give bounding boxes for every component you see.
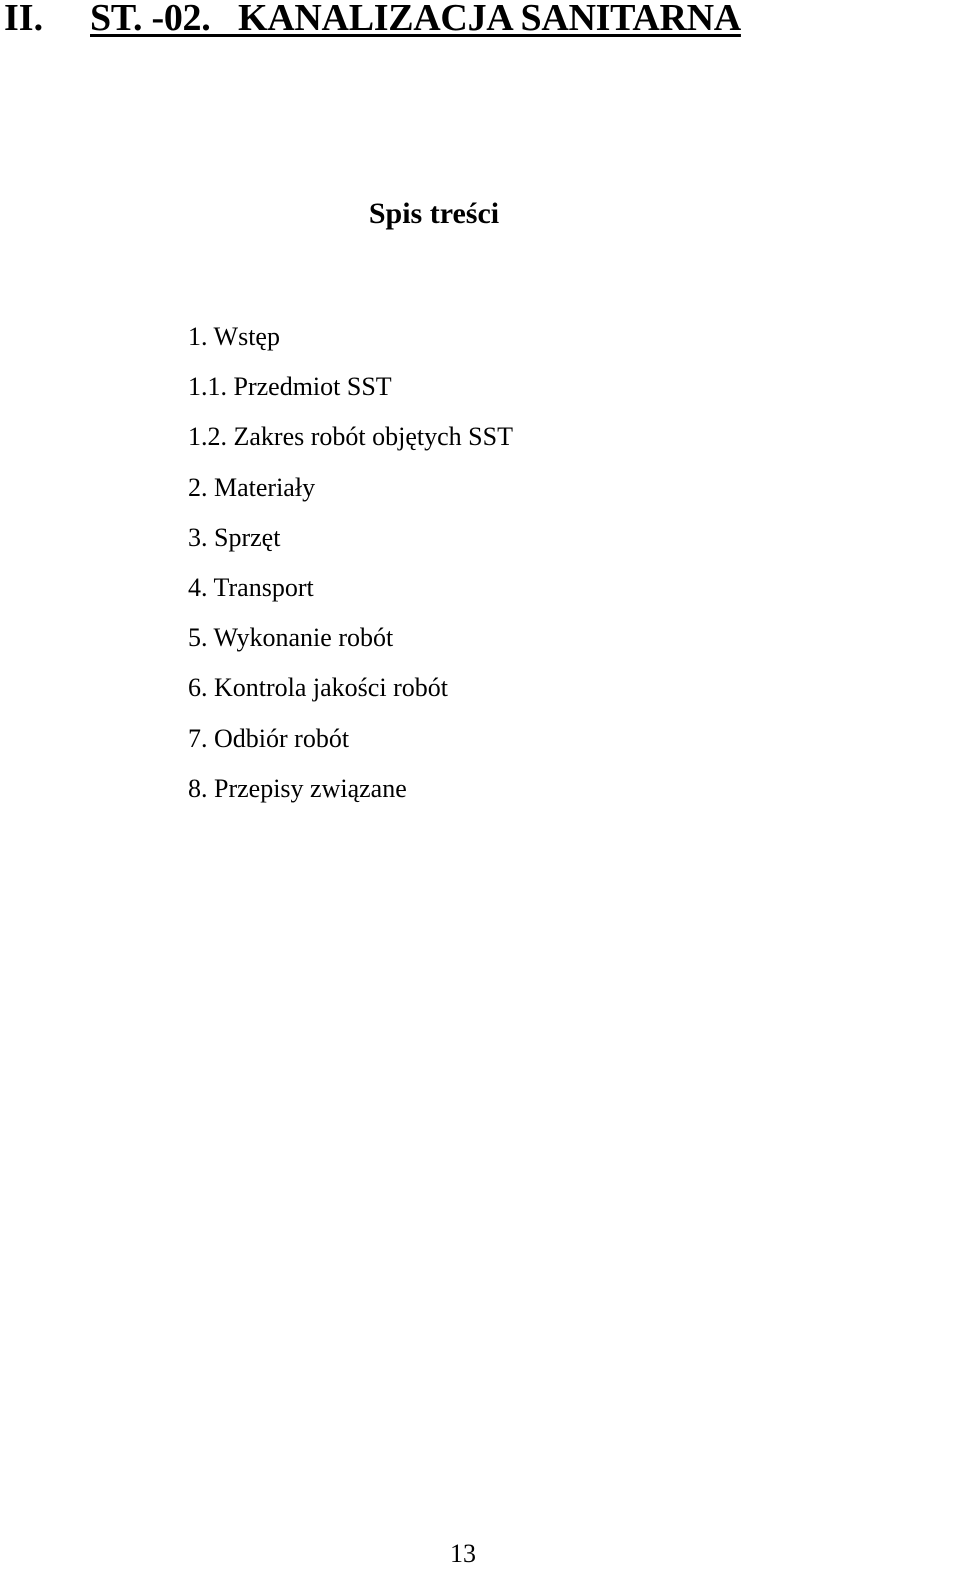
page-number: 13: [450, 1539, 476, 1568]
toc-item-5: 5. Wykonanie robót: [188, 623, 394, 653]
toc-item-3: 3. Sprzęt: [188, 522, 281, 552]
toc-title: Spis treści: [368, 197, 500, 230]
toc-item-7: 7. Odbiór robót: [188, 723, 350, 753]
toc-item-1-1: 1.1. Przedmiot SST: [188, 372, 392, 402]
section-heading: [0, 0, 960, 46]
section-title: ST. -02. KANALIZACJA SANITARNA: [90, 0, 741, 39]
toc-item-2: 2. Materiały: [188, 472, 316, 502]
toc-item-4: 4. Transport: [188, 572, 314, 602]
toc-item-6: 6. Kontrola jakości robót: [188, 673, 448, 703]
toc-item-1-2: 1.2. Zakres robót objętych SST: [188, 422, 513, 452]
section-number: II.: [4, 0, 44, 39]
toc-item-1: 1. Wstęp: [188, 322, 280, 351]
toc-item-8: 8. Przepisy związane: [188, 773, 407, 803]
table-of-contents: [188, 312, 513, 814]
